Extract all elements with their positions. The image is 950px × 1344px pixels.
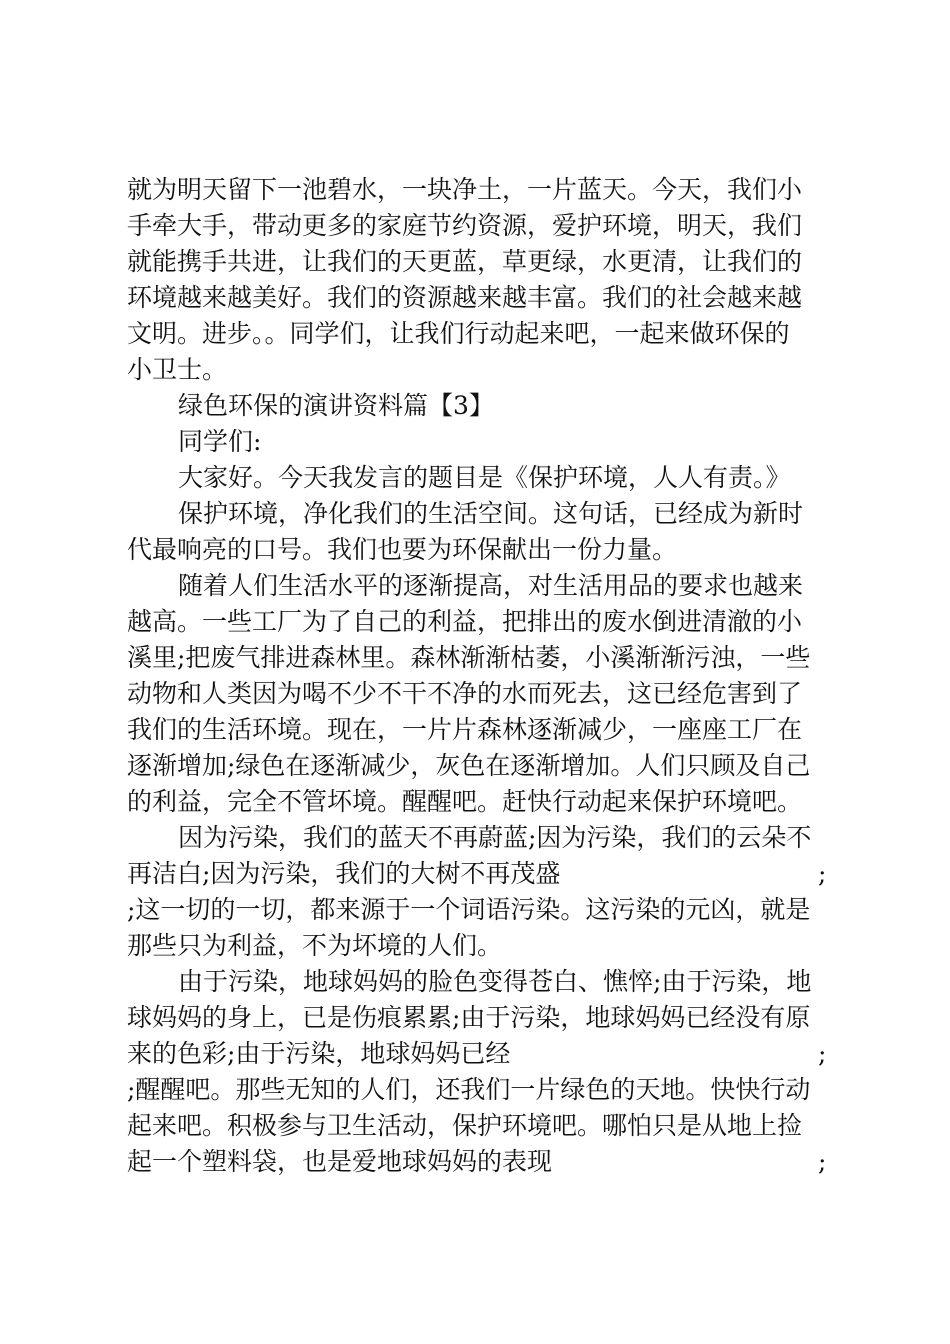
salutation: 同学们: (178, 427, 262, 456)
text-line: 逐渐增加;绿色在逐渐减少，灰色在逐渐增加。人们只顾及自己 (127, 751, 811, 780)
text-line: 我们的生活环境。现在，一片片森林逐渐减少，一座座工厂在 (127, 715, 803, 744)
text-line: 手牵大手，带动更多的家庭节约资源，爱护环境，明天，我们 (127, 211, 803, 240)
section-heading: 绿色环保的演讲资料篇【3】 (178, 391, 494, 420)
text-line: 起一个塑料袋，也是爱地球妈妈的表现 (127, 1147, 553, 1176)
text-line: 来的色彩;由于污染，地球妈妈已经 (127, 1039, 511, 1068)
text-line: 大家好。今天我发言的题目是《保护环境，人人有责。》 (178, 463, 791, 492)
text-line: 那些只为利益，不为坏境的人们。 (127, 931, 503, 960)
text-line: 起来吧。积极参与卫生活动，保护环境吧。哪怕只是从地上捡 (127, 1111, 803, 1140)
text-line: 小卫士。 (127, 355, 228, 384)
trailing-semicolon: ; (818, 859, 827, 888)
text-line: 动物和人类因为喝不少不干不净的水而死去，这已经危害到了 (127, 679, 803, 708)
text-line: 就为明天留下一池碧水，一块净土，一片蓝天。今天，我们小 (127, 175, 803, 204)
text-line: 随着人们生活水平的逐渐提高，对生活用品的要求也越来 (178, 571, 804, 600)
text-line: 保护环境，净化我们的生活空间。这句话，已经成为新时 (178, 499, 804, 528)
text-line: 文明。进步。。同学们，让我们行动起来吧，一起来做环保的 (127, 319, 790, 348)
text-line: 溪里;把废气排进森林里。森林渐渐枯萎，小溪渐渐污浊，一些 (127, 643, 811, 672)
text-line: 的利益，完全不管坏境。醒醒吧。赶快行动起来保护环境吧。 (127, 787, 803, 816)
text-line: 代最响亮的口号。我们也要为环保献出一份力量。 (127, 535, 678, 564)
trailing-semicolon: ; (818, 1039, 827, 1068)
text-line: ;醒醒吧。那些无知的人们，还我们一片绿色的天地。快快行动 (127, 1075, 811, 1104)
text-line: 因为污染，我们的蓝天不再蔚蓝;因为污染，我们的云朵不 (178, 823, 812, 852)
text-line: 环境越来越美好。我们的资源越来越丰富。我们的社会越来越 (127, 283, 803, 312)
trailing-semicolon: ; (818, 1147, 827, 1176)
text-line: 由于污染，地球妈妈的脸色变得苍白、憔悴;由于污染，地 (178, 967, 812, 996)
text-line: 球妈妈的身上，已是伤痕累累;由于污染，地球妈妈已经没有原 (127, 1003, 811, 1032)
text-line: 就能携手共进，让我们的天更蓝，草更绿，水更清，让我们的 (127, 247, 803, 276)
text-line: ;这一切的一切，都来源于一个词语污染。这污染的元凶，就是 (127, 895, 811, 924)
text-line: 再洁白;因为污染，我们的大树不再茂盛 (127, 859, 561, 888)
text-line: 越高。一些工厂为了自己的利益，把排出的废水倒进清澈的小 (127, 607, 803, 636)
